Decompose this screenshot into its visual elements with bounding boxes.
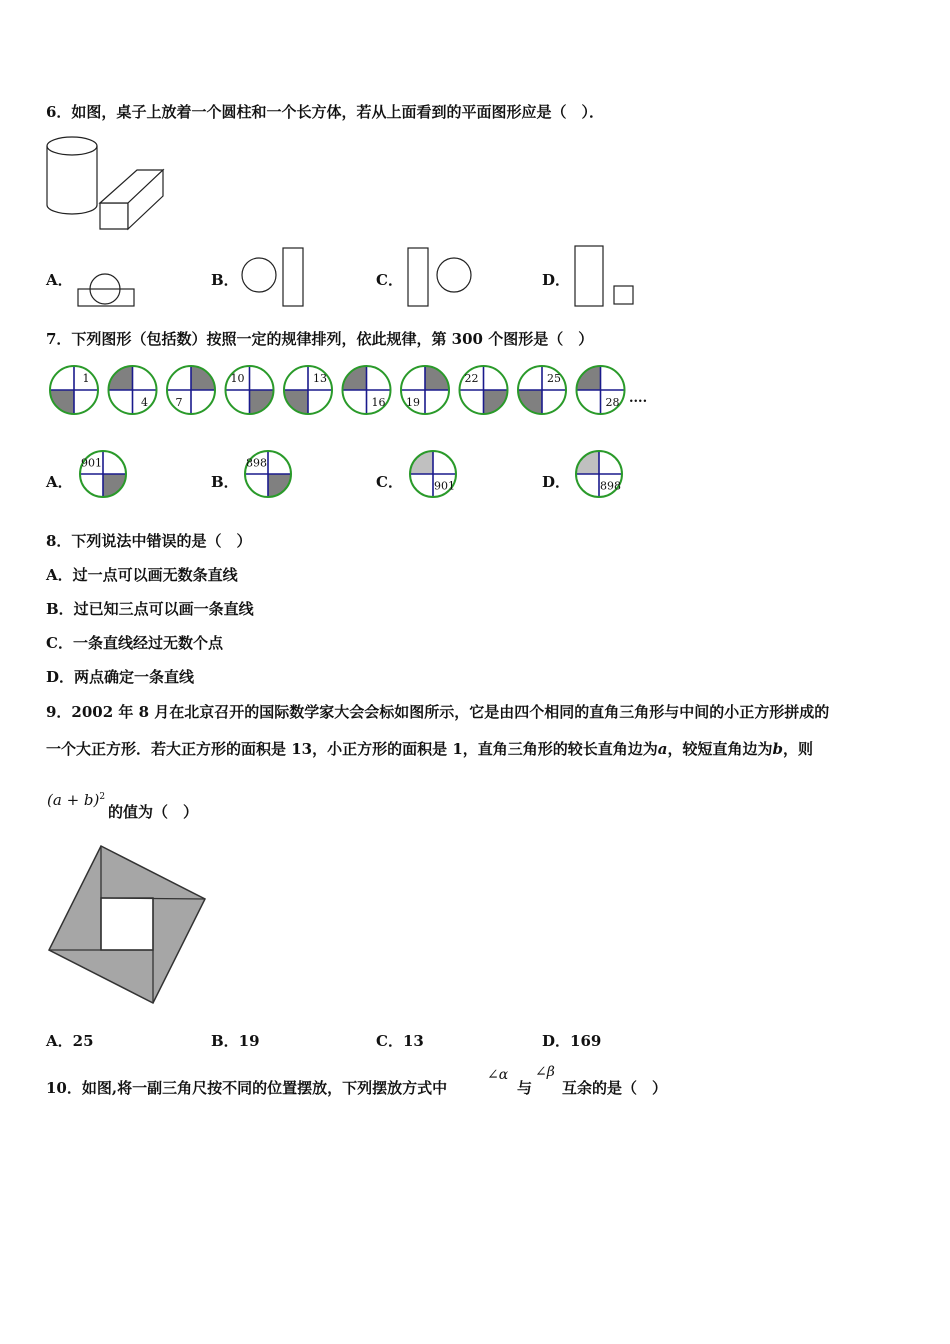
q10-stem-part2: 与 [517,1079,533,1097]
q9-stem-line2 [46,739,813,759]
q9-expression-base: (a + b) [47,791,100,809]
q8-option-c[interactable]: C．一条直线经过无数个点 [46,634,223,652]
q7-option-a-circle-number: 901 [81,456,102,470]
q7-seq-circle-7-number: 19 [406,396,420,409]
q7-seq-circle-10 [577,366,625,414]
q6-option-a-figure[interactable] [76,270,138,308]
q7-option-c-circle [410,451,456,497]
q7-seq-circle-7 [401,366,449,414]
q8-option-b[interactable]: B．过已知三点可以画一条直线 [46,600,254,618]
q6-option-b-label[interactable]: B． [211,271,239,289]
q7-seq-circle-3-number: 7 [175,396,183,409]
q6-cylinder-box-figure [44,133,169,233]
q7-option-d-circle-number: 898 [600,479,621,493]
q7-seq-circle-2-number: 4 [141,396,148,409]
q7-ellipsis: .... [629,391,648,406]
q6-option-c-figure[interactable] [405,246,485,310]
q7-option-d-label[interactable]: D． [542,473,571,491]
q7-option-c-circle-number: 901 [434,479,455,493]
q7-seq-circle-9-number: 25 [547,372,561,385]
q9-pinwheel-square-figure [46,843,216,1013]
q9-expression [47,791,105,809]
q6-option-c-label[interactable]: C． [376,271,403,289]
q10-stem [46,1078,447,1098]
q7-seq-circle-10-number: 28 [605,396,620,409]
q7-seq-circle-1 [50,366,98,414]
q7-seq-circle-2 [109,366,157,414]
q7-option-a-label[interactable]: A． [46,473,73,491]
q8-option-a[interactable]: A．过一点可以画无数条直线 [46,566,238,584]
q9-line2-part1: 一个大正方形．若大正方形的面积是 13，小正方形的面积是 1，直角三角形的较长直角边为 [46,740,658,758]
q7-seq-circle-6-number: 16 [371,396,386,409]
q8-stem: 8．下列说法中错误的是（ ） [46,532,252,550]
q6-option-a-label[interactable]: A． [46,271,73,289]
q7-sequence-figure [48,363,648,419]
q6-option-d-label[interactable]: D． [542,271,571,289]
q6-option-d-figure[interactable] [572,244,642,308]
q8-option-d[interactable]: D．两点确定一条直线 [46,668,195,686]
q7-seq-circle-6 [343,366,391,414]
q10-stem-part1: 10．如图,将一副三角尺按不同的位置摆放，下列摆放方式中 [46,1079,448,1097]
q7-option-b-circle [245,451,291,497]
q9-option-c[interactable]: C．13 [376,1032,424,1050]
q9-var-b: b [772,740,784,758]
q9-option-a[interactable]: A．25 [46,1032,94,1050]
q7-option-c-label[interactable]: C． [376,473,403,491]
q6-stem: 6．如图，桌子上放着一个圆柱和一个长方体，若从上面看到的平面图形应是（ ）． [46,103,604,121]
q7-seq-circle-1-number: 1 [82,372,90,385]
q7-seq-circle-4-number: 10 [230,372,245,385]
q9-stem-line3: 的值为（ ） [108,803,199,821]
q7-option-d-circle [576,451,622,497]
q10-stem-part3: 互余的是（ ） [562,1079,668,1097]
q9-var-a: a [657,740,668,758]
q9-line2-part3: ，则 [783,740,814,758]
q10-alpha: ∠α [487,1067,509,1083]
q7-stem: 7．下列图形（包括数）按照一定的规律排列，依此规律，第 300 个图形是（ ） [46,330,594,348]
q10-beta: ∠β [535,1064,555,1080]
q7-option-b-circle-number: 898 [246,456,267,470]
q7-option-a-circle [80,451,126,497]
q7-options-figure[interactable] [0,448,621,508]
q7-seq-circle-9 [518,366,566,414]
q9-option-b[interactable]: B．19 [211,1032,260,1050]
q7-seq-circle-8 [460,366,508,414]
q7-option-b-label[interactable]: B． [211,473,239,491]
q9-line2-part2: ，较短直角边为 [667,740,773,758]
q7-seq-circle-5 [284,366,332,414]
q6-option-b-figure[interactable] [240,246,310,310]
q7-seq-circle-4 [226,366,274,414]
q7-seq-circle-3 [167,366,215,414]
q9-stem-line1: 9．2002 年 8 月在北京召开的国际数学家大会会标如图所示，它是由四个相同的直角三角形与中间的小正方形拼成的 [46,703,830,721]
q9-expression-exponent: 2 [99,792,106,802]
q7-seq-circle-8-number: 22 [464,372,479,385]
q9-option-d[interactable]: D．169 [542,1032,602,1050]
q7-seq-circle-5-number: 13 [313,372,327,385]
